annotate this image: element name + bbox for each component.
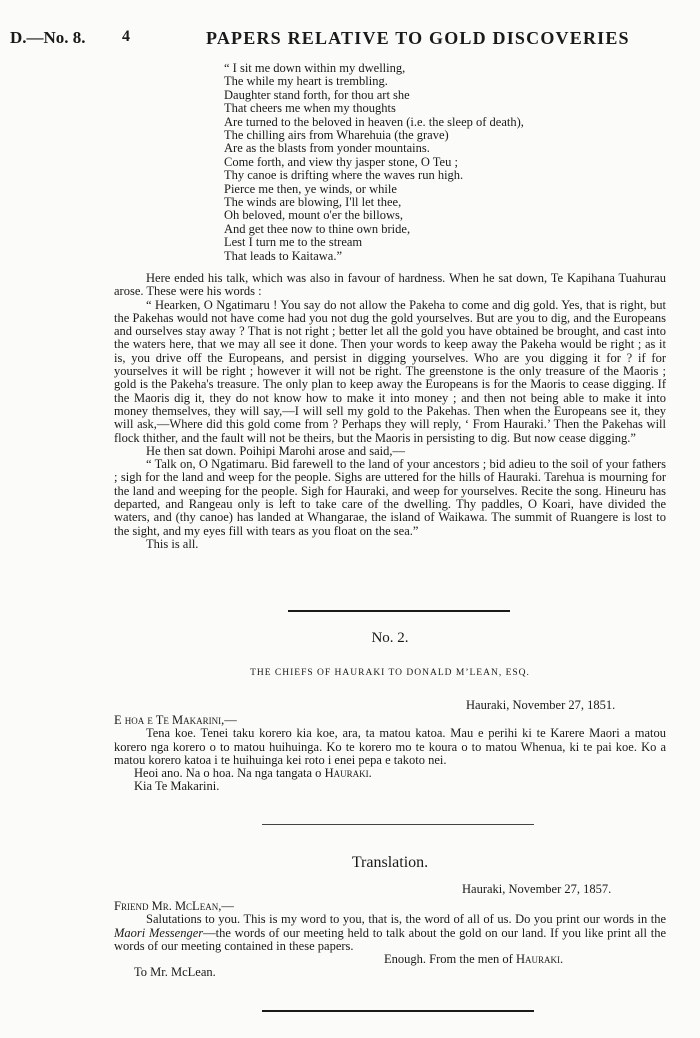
poem-line: Pierce me then, ye winds, or while — [224, 181, 397, 196]
signature-tribe: Hauraki. — [515, 952, 564, 967]
translation-body-part: —the words of our meeting held to talk about the gold on our land. If you like print all the words of our meeting contained in these papers. — [114, 925, 666, 953]
newspaper-title: Maori Messenger — [114, 925, 204, 940]
poem-block — [224, 62, 664, 263]
letter-addressee: Kia Te Makarini. — [134, 779, 220, 794]
poem-line: Are as the blasts from yonder mountains. — [224, 141, 430, 156]
poem-line: Thy canoe is drifting where the waves run high. — [224, 168, 464, 183]
speech-paragraph: “ Talk on, O Ngatimaru. Bid farewell to the land of your ancestors ; bid adieu to the soil of your fathers ; sigh for the land and weep for the people. Sighs are uttered for the hills of Hauraki. Tarehua is mourning for the land and weeping for the people. Sigh for Hauraki, and weep for yourselves. Recite the song. Hineuru has departed, and Rangeau only is left to take care of the dwelling. Thy paddles, O Koari, have divided the waters, and (thy canoe) has landed at Whangarae, the island of Waikawa. The summit of Ruangere is lost to the sight, and my eyes fill with tears as you float on the sea.” — [114, 457, 666, 538]
letter-number: No. 2. — [371, 630, 409, 646]
poem-line: The while my heart is trembling. — [224, 74, 388, 89]
maori-letter — [114, 714, 666, 794]
end-divider — [262, 1010, 534, 1012]
signature-text: Enough. From the men of — [384, 952, 516, 967]
letter-date: Hauraki, November 27, 1851. — [466, 698, 616, 712]
poem-line: “ I sit me down within my dwelling, — [224, 61, 406, 75]
poem-line: Are turned to the beloved in heaven (i.e. the sleep of death), — [224, 114, 524, 129]
translation-date: Hauraki, November 27, 1857. — [462, 882, 612, 896]
section-divider — [262, 824, 534, 825]
speech-paragraph: “ Hearken, O Ngatimaru ! You say do not allow the Pakeha to come and dig gold. Yes, that is right, but the Pakehas would not have come had you not dug the gold yourselves. But are you to dig, and the Europeans and ourselves stay away ? That is not right ; better let all the gold you have obtained be brought, and cast into the waters here, that we may all see it done. Then your words to keep away the Pakeha would be right ; as it is, you drive off the Europeans, and persist in digging yourselves. Who are you digging it for ? if for yourselves it will be right ; however it will not be right. The greenstone is the only treasure of the Maoris ; gold is the Pakeha's treasure. The only plan to keep away the Europeans is for the Maoris to cease digging. If the Maoris dig it, they do not know how to make it into money ; and then not being able to make it into money themselves, they will say,—I will sell my gold to the Pakehas. Then when the Europeans see it, they will ask,—Where did this gold come from ? Perhaps they will reply, ‘ From Hauraki.’ Then the Pakehas will flock thither, and the fault will not be theirs, but the Maoris in persisting to dig. But now cease digging.” — [114, 297, 666, 445]
letter-heading: THE CHIEFS OF HAURAKI TO DONALD M’LEAN, ESQ. — [250, 668, 530, 678]
poem-line: Lest I turn me to the stream — [224, 235, 363, 250]
translation-salutation: Friend Mr. McLean,— — [114, 899, 234, 913]
poem-line: The winds are blowing, I'll let thee, — [224, 195, 402, 210]
translation-body — [114, 913, 666, 953]
document-reference: D.—No. 8. — [10, 28, 86, 47]
letter-body: Tena koe. Tenei taku korero kia koe, ara, ta matou katoa. Mau e perihi ki te Karere Maori a matou korero nga korero o to matou huihuinga. Ko te korero mo te koura o to matou Whenua, ki te pai koe. Ko a matou korero katoa i te huihuinga kei roto i enei pepa e takoto nei. — [114, 726, 666, 767]
poem-line: Oh beloved, mount o'er the billows, — [224, 208, 403, 223]
poem-line: That leads to Kaitawa.” — [224, 248, 343, 263]
page-number: 4 — [122, 28, 130, 45]
translation-signature — [114, 953, 666, 966]
translation-heading: Translation. — [351, 854, 429, 871]
speeches-section — [114, 272, 666, 551]
poem-line: Come forth, and view thy jasper stone, O Teu ; — [224, 154, 458, 169]
section-divider — [288, 610, 510, 612]
english-letter — [114, 900, 666, 980]
closing-tribe: Hauraki. — [324, 766, 372, 781]
speech-paragraph: This is all. — [146, 536, 199, 551]
poem-line: The chilling airs from Wharehuia (the grave) — [224, 128, 449, 143]
speech-paragraph: Here ended his talk, which was also in favour of hardness. When he sat down, Te Kapihana Tuahurau arose. These were his words : — [114, 271, 666, 299]
poem-line: That cheers me when my thoughts — [224, 101, 396, 116]
poem-line: And get thee now to thine own bride, — [224, 221, 411, 236]
translation-body-part: Salutations to you. This is my word to you, that is, the word of all of us. Do you print our words in the — [146, 912, 666, 927]
translation-addressee: To Mr. McLean. — [134, 965, 216, 980]
speech-paragraph: He then sat down. Poihipi Marohi arose and said,— — [146, 443, 405, 458]
poem-line: Daughter stand forth, for thou art she — [224, 87, 410, 102]
letter-salutation: E hoa e Te Makarini,— — [114, 713, 237, 727]
letter-closing — [114, 767, 666, 780]
closing-text: Heoi ano. Na o hoa. Na nga tangata o — [134, 766, 325, 781]
page-header — [10, 28, 680, 52]
page-title: PAPERS RELATIVE TO GOLD DISCOVERIES — [206, 28, 630, 48]
